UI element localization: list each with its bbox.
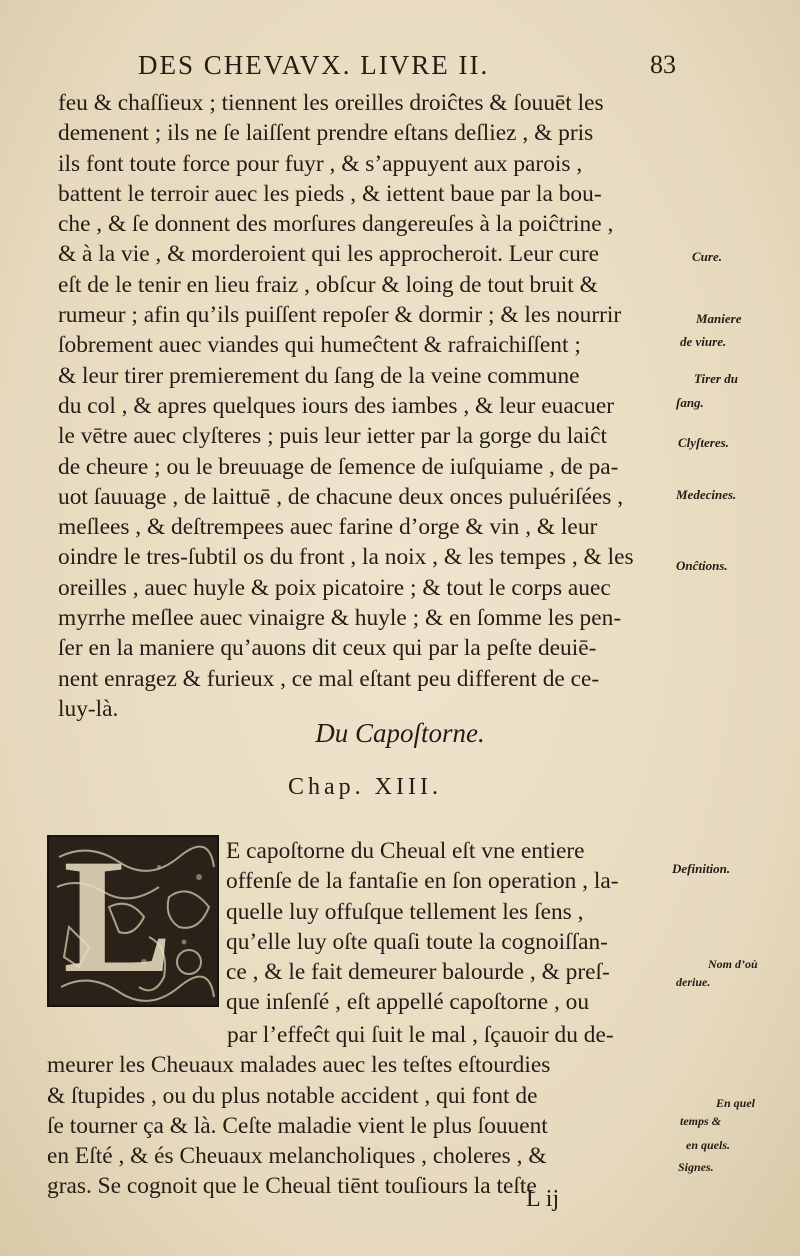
margin-note-en-quels: en quels. — [686, 1138, 731, 1152]
chapter-text-indented — [226, 836, 678, 1018]
text-line: quelle luy offuſque tellement les ſens , — [226, 898, 584, 925]
text-line: meurer les Cheuaux malades auec les teſtes eſtourdies — [47, 1052, 551, 1079]
text-line: ſer en la maniere qu’auons dit ceux qui par la peſte deuiē- — [58, 635, 597, 662]
text-line: feu & chaſſieux ; tiennent les oreilles droiĉtes & ſouuēt les — [58, 90, 604, 116]
chapter-text — [47, 1020, 687, 1202]
signature-mark: L ij — [526, 1186, 560, 1212]
text-line: oreilles , auec huyle & poix picatoire ; & tout le corps auec — [58, 574, 611, 601]
text-line: battent le terroir auec les pieds , & iettent baue par la bou- — [58, 180, 602, 207]
margin-note-medecines: Medecines. — [676, 487, 737, 502]
text-line: en Eſté , & és Cheuaux melancholiques , choleres , & — [47, 1143, 547, 1170]
margin-note-deriue: deriue. — [676, 975, 711, 989]
margin-note-de-viure: de viure. — [680, 334, 727, 349]
decorated-initial — [47, 835, 219, 1007]
margin-note-signes: Signes. — [678, 1160, 714, 1174]
main-text-block — [58, 88, 678, 724]
margin-note-onctions: Onĉtions. — [676, 558, 728, 573]
text-line: ſobrement auec viandes qui humeĉtent & rafraichiſſent ; — [58, 332, 581, 359]
text-line: meſlees , & deſtrempees auec farine d’orge & vin , & leur — [58, 514, 598, 541]
text-line: & leur tirer premierement du ſang de la veine commune — [58, 362, 580, 389]
chapter-title: Du Capoſtorne. — [315, 718, 485, 748]
chapter-number: Chap. XIII. — [288, 774, 442, 800]
text-line: & à la vie , & morderoient qui les approcheroit. Leur cure — [58, 241, 600, 268]
text-line: oindre le tres-ſubtil os du front , la noix , & les tempes , & les — [58, 544, 634, 571]
text-line: demenent ; ils ne ſe laiſſent prendre eſtans deſliez , & pris — [58, 120, 594, 147]
initial-letter: L — [63, 835, 173, 1007]
text-line: eſt de le tenir en lieu fraiz , obſcur & loing de tout bruit & — [58, 271, 598, 298]
margin-note-maniere: Maniere — [696, 311, 742, 326]
text-line: ſe tourner ça & là. Ceſte maladie vient le plus ſouuent — [47, 1112, 548, 1139]
page-number: 83 — [650, 50, 676, 79]
text-line: ce , & le fait demeurer balourde , & preſ- — [226, 959, 610, 986]
margin-note-tirer-du: Tirer du — [694, 371, 738, 386]
margin-note-cure: Cure. — [692, 249, 722, 264]
margin-note-clysteres: Clyſteres. — [678, 435, 729, 450]
text-line: de cheure ; ou le breuuage de ſemence de iuſquiame , de pa- — [58, 453, 619, 480]
text-line: gras. Se cognoit que le Cheual tiēnt touſiours la teſte — [47, 1173, 537, 1200]
text-line: myrrhe meſlee auec vinaigre & huyle ; & en ſomme les pen- — [58, 605, 622, 632]
margin-note-en-quel: En quel — [716, 1096, 756, 1110]
text-line: & ſtupides , ou du plus notable accident , qui font de — [47, 1082, 538, 1109]
text-line: uot ſauuage , de laittuē , de chacune deux onces puluériſées , — [58, 483, 624, 510]
text-line: luy-là. — [58, 695, 119, 722]
text-line: que inſenſé , eſt appellé capoſtorne , ou — [226, 989, 590, 1016]
text-line: qu’elle luy oſte quaſi toute la cognoiſſan- — [226, 928, 608, 955]
running-head: DES CHEVAVX. LIVRE II. — [138, 50, 490, 80]
text-line: par l’effeĉt qui ſuit le mal , ſçauoir du de- — [227, 1022, 614, 1048]
text-line: du col , & apres quelques iours des iambes , & leur euacuer — [58, 392, 615, 419]
margin-note-sang: ſang. — [676, 395, 704, 410]
text-line: E capoſtorne du Cheual eſt vne entiere — [226, 838, 585, 864]
text-line: ils font toute force pour fuyr , & s’appuyent aux parois , — [58, 150, 583, 177]
text-line: nent enragez & furieux , ce mal eſtant peu different de ce- — [58, 665, 600, 692]
margin-note-temps: temps & — [680, 1114, 721, 1128]
text-line: le vētre auec clyſteres ; puis leur ietter par la gorge du laiĉt — [58, 423, 608, 450]
margin-note-definition: Definition. — [672, 861, 731, 876]
text-line: che , & ſe donnent des morſures dangereuſes à la poiĉtrine , — [58, 211, 614, 238]
text-line: rumeur ; afin qu’ils puiſſent repoſer & dormir ; & les nourrir — [58, 302, 622, 329]
text-line: offenſe de la fantaſie en ſon operation , la- — [226, 868, 619, 895]
page-header — [0, 50, 800, 90]
margin-note-nom: Nom d’où — [708, 957, 758, 971]
